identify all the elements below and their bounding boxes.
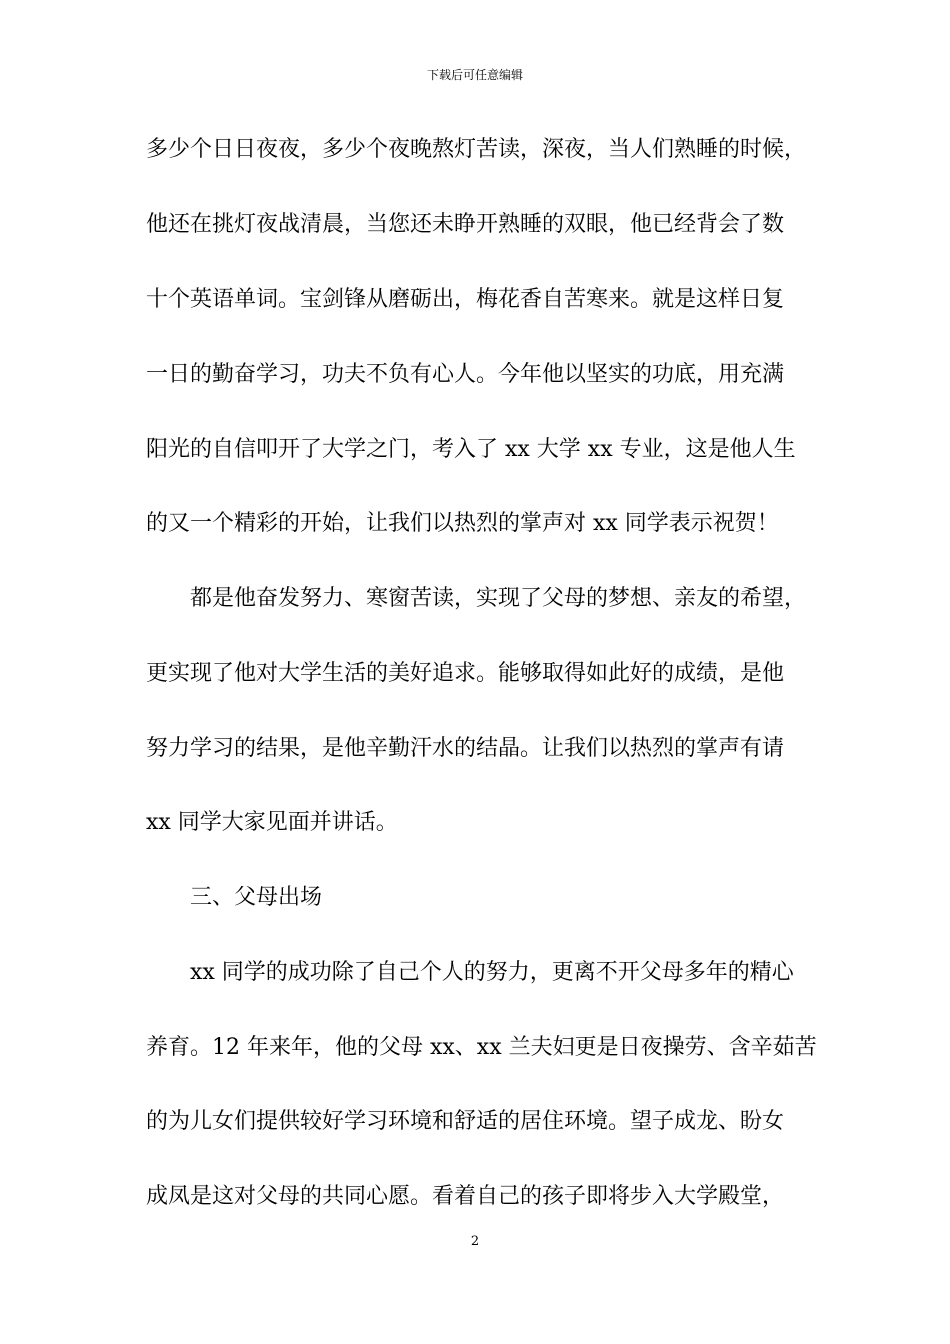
body-text-line: 十个英语单词。宝剑锋从磨砺出，梅花香自苦寒来。就是这样日复 (146, 287, 785, 312)
section-heading: 三、父母出场 (190, 885, 323, 910)
body-text-line: 的为儿女们提供较好学习环境和舒适的居住环境。望子成龙、盼女 (146, 1109, 785, 1134)
body-text-line: 他还在挑灯夜战清晨，当您还未睁开熟睡的双眼，他已经背会了数 (146, 212, 785, 237)
paragraph-first-line: 都是他奋发努力、寒窗苦读，实现了父母的梦想、亲友的希望， (190, 586, 807, 611)
body-text-line: 阳光的自信叩开了大学之门，考入了 xx 大学 xx 专业，这是他人生 (146, 437, 796, 462)
body-text-line: 更实现了他对大学生活的美好追求。能够取得如此好的成绩，是他 (146, 661, 785, 686)
paragraph-first-line: xx 同学的成功除了自己个人的努力，更离不开父母多年的精心 (190, 960, 794, 985)
body-text-line: 养育。12 年来年，他的父母 xx、xx 兰夫妇更是日夜操劳、含辛茹苦 (146, 1035, 817, 1060)
body-text-line: 努力学习的结果，是他辛勤汗水的结晶。让我们以热烈的掌声有请 (146, 736, 785, 761)
body-text-line: 多少个日日夜夜，多少个夜晚熬灯苦读，深夜，当人们熟睡的时候， (146, 137, 807, 162)
body-text-line: xx 同学大家见面并讲话。 (146, 810, 398, 835)
body-text-line: 一日的勤奋学习，功夫不负有心人。今年他以坚实的功底，用充满 (146, 362, 785, 387)
body-text-line: 成凤是这对父母的共同心愿。看着自己的孩子即将步入大学殿堂， (146, 1184, 785, 1209)
page-header: 下载后可任意编辑 (426, 68, 523, 82)
page-number: 2 (470, 1234, 480, 1249)
body-text-line: 的又一个精彩的开始，让我们以热烈的掌声对 xx 同学表示祝贺！ (146, 511, 779, 536)
